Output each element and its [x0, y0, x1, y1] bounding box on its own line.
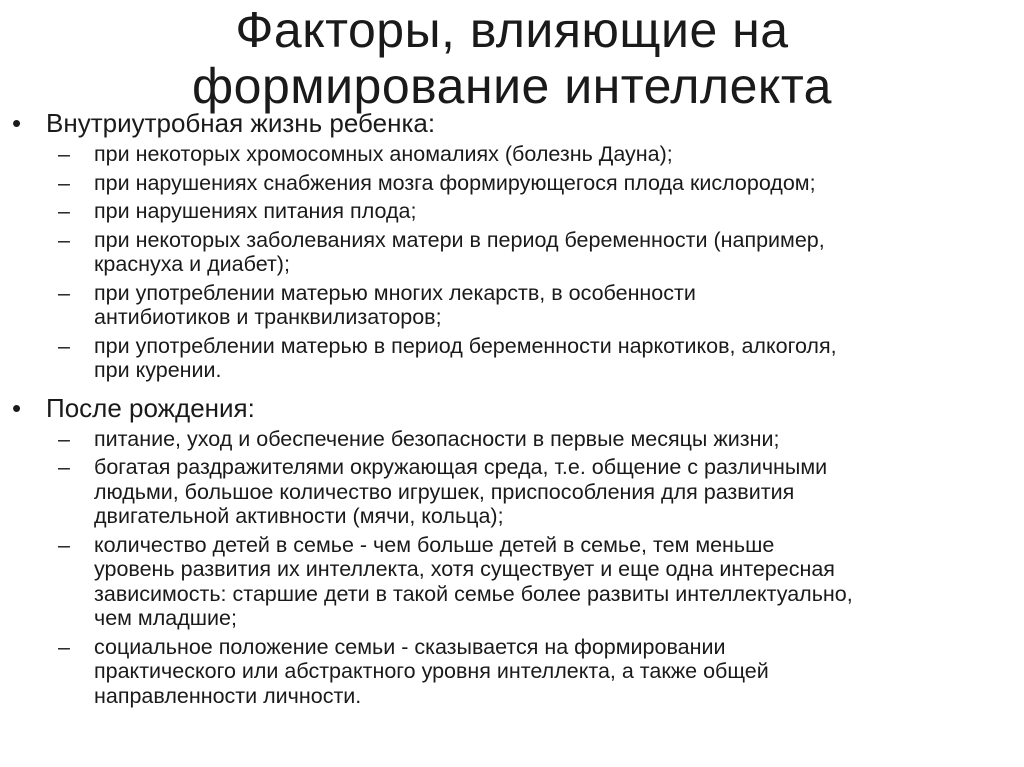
list-item: [0, 199, 1024, 224]
list-item: [0, 228, 1024, 277]
dash-icon: –: [58, 199, 70, 223]
list-item: [0, 635, 1024, 709]
section-heading: После рождения:: [46, 392, 255, 423]
section-heading-row: [0, 393, 1024, 423]
sub-list: [0, 142, 1024, 383]
list-item: [0, 455, 1024, 529]
section-postnatal: [0, 393, 1024, 709]
list-item-text: при нарушениях снабжения мозга формирующегося плода кислородом;: [94, 170, 816, 195]
dash-icon: –: [58, 227, 70, 252]
dash-icon: –: [58, 142, 70, 166]
sub-list: [0, 427, 1024, 709]
list-item: [0, 427, 1024, 452]
list-item: [0, 533, 1024, 631]
list-item-text: при употреблении матерью многих лекарств, в особенности антибиотиков и транквилизаторов;: [94, 280, 696, 329]
list-item-text: питание, уход и обеспечение безопасности в первые месяцы жизни;: [94, 426, 780, 451]
list-item-text: при нарушениях питания плода;: [94, 199, 417, 223]
slide-title-line-2: формирование интеллекта: [192, 58, 832, 114]
list-item-text: при некоторых заболеваниях матери в период беременности (например, краснуха и диабет);: [94, 227, 825, 276]
list-item-text: богатая раздражителями окружающая среда, т.е. общение с различными людьми, большое количество игрушек, приспособления для развития двигательной активности (мячи, кольца);: [94, 455, 828, 528]
list-item: [0, 142, 1024, 167]
bullet-icon: •: [12, 392, 22, 423]
list-item-text: при некоторых хромосомных аномалиях (болезнь Дауна);: [94, 142, 673, 166]
section-prenatal: [0, 108, 1024, 383]
dash-icon: –: [58, 280, 70, 305]
dash-icon: –: [58, 333, 70, 358]
list-item: [0, 281, 1024, 330]
list-item: [0, 171, 1024, 196]
section-heading: Внутриутробная жизнь ребенка:: [46, 108, 436, 138]
slide-title-line-1: Факторы, влияющие на: [235, 2, 789, 58]
list-item-text: количество детей в семье - чем больше детей в семье, тем меньше уровень развития их интеллекта, хотя существует и еще одна интересная зависимость: старшие дети в такой семье более развиты интеллектуально, чем младшие;: [94, 532, 853, 630]
slide-title: [0, 0, 1024, 114]
list-item-text: при употреблении матерью в период беременности наркотиков, алкоголя, при курении.: [94, 333, 837, 382]
section-heading-row: [0, 108, 1024, 138]
slide-content: [0, 108, 1024, 708]
dash-icon: –: [58, 634, 70, 659]
dash-icon: –: [58, 426, 70, 451]
bullet-icon: •: [12, 108, 22, 138]
dash-icon: –: [58, 170, 70, 195]
dash-icon: –: [58, 532, 70, 557]
list-item-text: социальное положение семьи - сказывается на формировании практического или абстрактного уровня интеллекта, а также общей направленности личности.: [94, 634, 769, 708]
dash-icon: –: [58, 455, 70, 479]
list-item: [0, 334, 1024, 383]
